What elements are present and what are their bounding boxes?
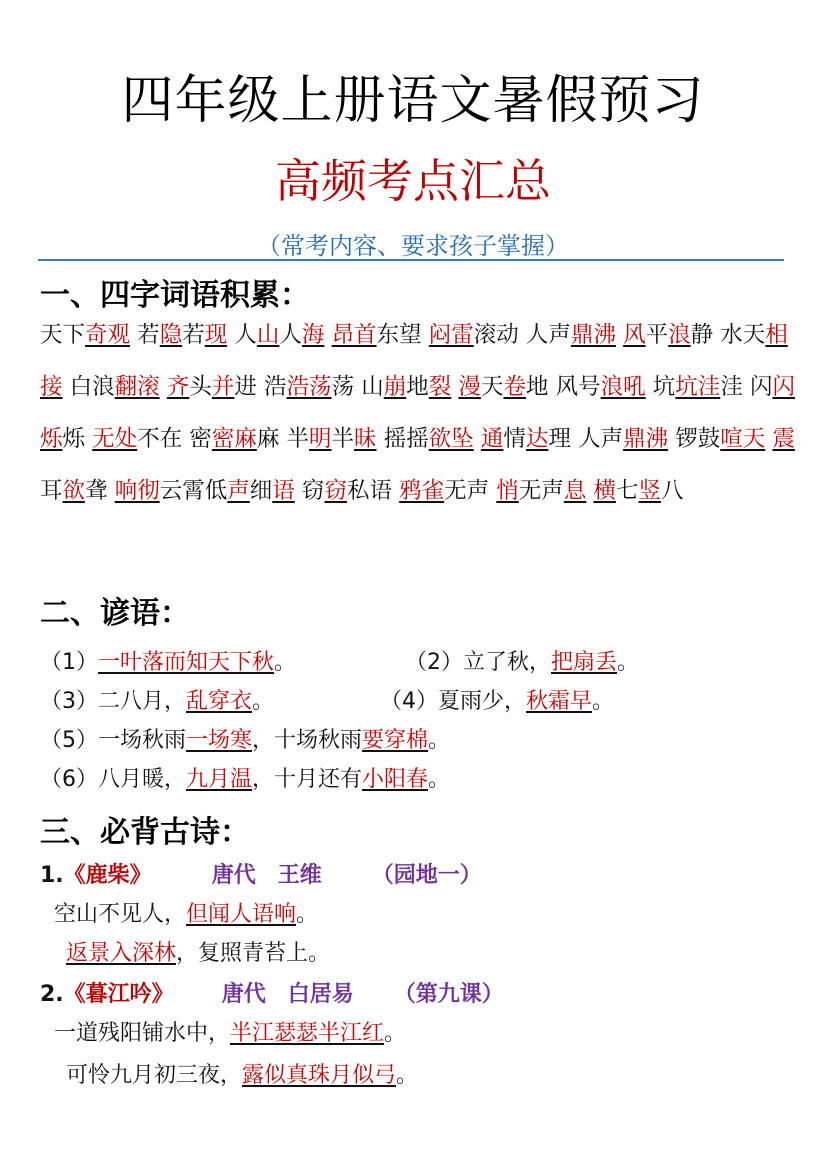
answer-text: 响彻: [114, 478, 160, 504]
text-segment: 天下: [40, 322, 86, 348]
answer-text: 竖: [638, 478, 662, 504]
answer-text: 海: [301, 322, 325, 348]
page-title: 四年级上册语文暑假预习: [121, 71, 705, 131]
text-segment: 若: [130, 322, 160, 348]
proverb-line: [405, 645, 639, 676]
page-subtitle: 高频考点汇总: [275, 154, 551, 208]
answer-text: 并: [211, 374, 235, 400]
text-segment: 。: [252, 689, 275, 714]
text-segment: 。: [274, 650, 297, 675]
answer-text: 小阳春: [362, 767, 429, 792]
text-segment: 私语: [346, 478, 400, 504]
divider: [38, 259, 784, 261]
poem-line: [66, 936, 330, 967]
section3-heading: 三、必背古诗：: [40, 815, 250, 850]
answer-text: 奇观: [85, 322, 131, 348]
text-segment: 八: [661, 478, 684, 504]
answer-text: 悄: [496, 478, 519, 504]
text-segment: 聋: [85, 478, 115, 504]
text-segment: 无声: [518, 478, 564, 504]
text-segment: 洼 闪: [720, 374, 773, 400]
answer-text: 但闻人语响: [186, 902, 297, 927]
answer-text: 要穿棉: [362, 728, 429, 753]
text-segment: 情: [503, 426, 526, 452]
answer-text: 乱穿衣: [186, 689, 253, 714]
answer-text: 齐: [166, 374, 190, 400]
poem-author: 王维: [277, 863, 322, 888]
poem-title: 《暮江吟》: [63, 982, 174, 1007]
text-segment: 云霄: [159, 478, 205, 504]
answer-text: 达: [525, 426, 549, 452]
text-segment: （1）: [40, 650, 98, 675]
answer-text: 一场寒: [186, 728, 253, 753]
text-segment: 烁: [62, 426, 93, 452]
answer-text: 闪烁: [40, 374, 795, 452]
answer-text: 鸦雀: [399, 478, 445, 504]
answer-text: 坑洼: [675, 374, 721, 400]
text-segment: 细: [249, 478, 273, 504]
answer-text: 隐: [159, 322, 183, 348]
proverb-line: [380, 684, 614, 715]
proverb-line: [40, 684, 274, 715]
text-segment: 七: [616, 478, 639, 504]
poem-line: [66, 1058, 418, 1089]
text-segment: [324, 322, 331, 348]
answer-text: 欲坠: [428, 426, 474, 452]
text-segment: 地: [406, 374, 429, 400]
text-segment: 进 浩: [234, 374, 287, 400]
answer-text: 相接: [40, 322, 788, 400]
text-segment: ，十月还有: [252, 767, 363, 792]
text-segment: ，十场秋雨: [252, 728, 363, 753]
text-segment: 可怜九月初三夜，: [66, 1063, 243, 1088]
poem-dynasty: 唐代: [221, 982, 266, 1007]
proverb-line: [40, 723, 450, 754]
text-segment: 荡 山: [331, 374, 384, 400]
poem-title: 《鹿柴》: [63, 863, 152, 888]
text-segment: 白浪: [62, 374, 115, 400]
poem-line: [54, 1016, 406, 1047]
text-segment: 低: [204, 478, 228, 504]
text-segment: 坑: [645, 374, 676, 400]
poem-source: （园地一）: [371, 863, 482, 888]
text-segment: 。: [592, 689, 615, 714]
text-segment: （6）八月暖，: [40, 767, 186, 792]
text-segment: 耳: [40, 478, 63, 504]
answer-text: 浪吼: [600, 374, 646, 400]
answer-text: 浪: [668, 322, 691, 348]
poem-number: 2.: [40, 982, 64, 1007]
answer-text: 闷雷: [428, 322, 474, 348]
text-segment: 滚动 人声: [473, 322, 571, 348]
answer-text: 浩荡: [286, 374, 332, 400]
text-segment: （3）二八月，: [40, 689, 186, 714]
section1-heading: 一、四字词语积累：: [40, 278, 310, 313]
answer-text: 横: [593, 478, 616, 504]
answer-text: 秋霜早: [526, 689, 593, 714]
answer-text: 震: [772, 426, 795, 452]
answer-text: 明: [309, 426, 332, 452]
text-segment: 头: [189, 374, 212, 400]
text-segment: 。: [617, 650, 640, 675]
text-segment: 摇摇: [376, 426, 429, 452]
answer-text: 语: [272, 478, 295, 504]
answer-text: 裂: [428, 374, 452, 400]
poem-number: 1.: [40, 863, 64, 888]
answer-text: 九月温: [186, 767, 253, 792]
text-segment: 一道残阳铺水中，: [54, 1021, 231, 1046]
text-segment: 天: [480, 374, 504, 400]
text-segment: 窃: [294, 478, 325, 504]
text-segment: 若: [182, 322, 205, 348]
answer-text: 息: [563, 478, 587, 504]
answer-text: 密麻: [211, 426, 257, 452]
text-segment: 。: [428, 767, 451, 792]
answer-text: 把扇丢: [551, 650, 618, 675]
text-segment: [160, 374, 167, 400]
idiom-list: [40, 309, 795, 517]
text-segment: 锣鼓: [668, 426, 721, 452]
text-segment: 人: [227, 322, 257, 348]
poem-header: [40, 858, 482, 889]
text-segment: 地 风号: [525, 374, 601, 400]
text-segment: 静 水天: [690, 322, 766, 348]
answer-text: 翻滚: [114, 374, 160, 400]
answer-text: 卷: [503, 374, 526, 400]
page-note: （常考内容、要求孩子掌握）: [257, 232, 569, 260]
text-segment: 不在 密: [137, 426, 212, 452]
answer-text: 半江瑟瑟半江红: [230, 1021, 385, 1046]
poem-source: （第九课）: [393, 982, 504, 1007]
answer-text: 崩: [383, 374, 407, 400]
answer-text: 现: [204, 322, 228, 348]
answer-text: 无处: [92, 426, 138, 452]
answer-text: 鼎沸: [623, 426, 669, 452]
answer-text: 一叶落而知天下秋: [98, 650, 275, 675]
text-segment: 。: [428, 728, 451, 753]
answer-text: 窃: [324, 478, 347, 504]
answer-text: 昂首: [331, 322, 377, 348]
poem-dynasty: 唐代: [211, 863, 256, 888]
text-segment: 平: [645, 322, 669, 348]
poem-header: [40, 977, 504, 1008]
text-segment: （5）一场秋雨: [40, 728, 186, 753]
text-segment: 半: [331, 426, 355, 452]
text-segment: 理 人声: [548, 426, 624, 452]
answer-text: 声: [227, 478, 250, 504]
proverb-line: [40, 762, 450, 793]
answer-text: 欲: [62, 478, 86, 504]
text-segment: [474, 426, 481, 452]
text-segment: 。: [384, 1021, 407, 1046]
text-segment: 麻 半: [256, 426, 310, 452]
text-segment: 。: [396, 1063, 419, 1088]
section2-heading: 二、谚语：: [40, 596, 190, 631]
poem-author: 白居易: [287, 982, 354, 1007]
answer-text: 山: [256, 322, 280, 348]
text-segment: （2）立了秋，: [405, 650, 551, 675]
text-segment: 人: [279, 322, 302, 348]
text-segment: ，复照青苔上。: [176, 941, 331, 966]
text-segment: 空山不见人，: [54, 902, 187, 927]
text-segment: 东望: [376, 322, 429, 348]
answer-text: 漫: [458, 374, 481, 400]
text-segment: 。: [296, 902, 319, 927]
answer-text: 通: [480, 426, 504, 452]
proverb-line: [40, 645, 296, 676]
answer-text: 喧天: [720, 426, 766, 452]
answer-text: 露似真珠月似弓: [242, 1063, 397, 1088]
text-segment: 无声: [444, 478, 497, 504]
answer-text: 昧: [354, 426, 377, 452]
answer-text: 风: [623, 322, 646, 348]
answer-text: 返景入深林: [66, 941, 177, 966]
answer-text: 鼎沸: [570, 322, 616, 348]
poem-line: [54, 897, 318, 928]
text-segment: （4）夏雨少，: [380, 689, 526, 714]
